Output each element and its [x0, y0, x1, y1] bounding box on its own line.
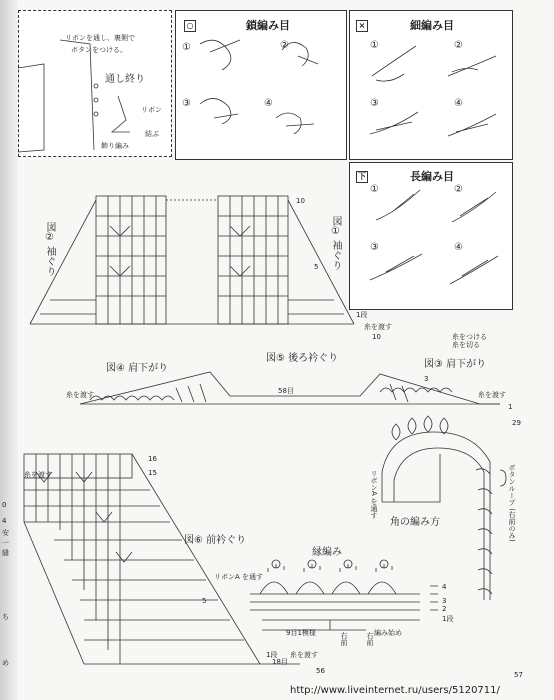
fig4-note: 糸を渡す — [66, 391, 94, 399]
legend-cut: 糸を切る — [452, 341, 480, 349]
fig6-label: 図⑥ 前衿ぐり — [184, 535, 247, 546]
step-3: ③ — [370, 242, 379, 253]
tie-label: 結ぶ — [145, 130, 159, 138]
edging-row-2: 2 — [442, 605, 447, 613]
fig6-mark-18: 18目 — [272, 658, 288, 666]
instruction-line: ボタンをつける。 — [71, 46, 127, 54]
margin-text: 一 — [2, 539, 9, 547]
fig3-mark-3: 3 — [424, 375, 429, 383]
fig6-mark-5: 5 — [202, 597, 207, 605]
page-number: 57 — [514, 671, 523, 679]
fig6-note-2: 糸を渡す — [290, 651, 318, 659]
fig6-mark-row1: 1段 — [266, 651, 278, 659]
fig4-label: 図④ 肩下がり — [106, 363, 169, 374]
edging-label: 飾り編み — [101, 142, 129, 150]
fig3-label: 図③ 肩下がり — [424, 359, 487, 370]
edging-row-1: 1段 — [442, 615, 454, 623]
edging-row-3: 3 — [442, 597, 447, 605]
fig6-mark-16: 16 — [148, 455, 157, 463]
ribbon-label: リボン — [141, 106, 162, 114]
fig1-label: 図① 袖ぐり — [330, 216, 341, 271]
step-3: ③ — [370, 98, 379, 109]
fig1-mark-10b: 10 — [372, 333, 381, 341]
fig6-note-1: 糸を渡す — [24, 471, 52, 479]
threading-end-label: 通し終り — [105, 74, 145, 85]
fig1-note: 糸を渡す — [364, 323, 392, 331]
chain-symbol-icon: ○ — [184, 20, 196, 32]
edging-front-left: 右前 — [340, 632, 348, 646]
corner-label: 角の編み方 — [390, 517, 440, 528]
fig3-mark-1: 1 — [508, 403, 513, 411]
margin-text: め — [2, 659, 9, 667]
single-crochet-heading: 細編み目 — [410, 19, 454, 32]
fig6-mark-56: 56 — [316, 667, 325, 675]
step-4: ④ — [454, 242, 463, 253]
legend-attach: 糸をつける — [452, 333, 487, 341]
step-3: ③ — [182, 98, 191, 109]
fig1-mark-5: 5 — [314, 263, 319, 271]
single-symbol-icon: × — [356, 20, 368, 32]
fig3-note: 糸を渡す — [478, 391, 506, 399]
fig5-mark: 58目 — [278, 387, 294, 395]
fig3-mark-29: 29 — [512, 419, 521, 427]
margin-text: 縫 — [2, 549, 9, 557]
fig5-label: 図⑤ 後ろ衿ぐり — [266, 353, 339, 364]
margin-text: 0 — [2, 501, 7, 509]
treble-crochet-heading: 長編み目 — [410, 170, 454, 183]
source-url[interactable]: http://www.liveinternet.ru/users/5120711/ — [290, 685, 500, 696]
margin-text: 4 — [2, 517, 7, 525]
step-1: ① — [370, 40, 379, 51]
edging-front-right: 右前 — [366, 632, 374, 646]
step-1: ① — [370, 184, 379, 195]
step-1: ① — [182, 42, 191, 53]
step-4: ④ — [454, 98, 463, 109]
margin-text: ち — [2, 613, 9, 621]
edging-start: 編み始め — [374, 629, 402, 637]
edging-row-4: 4 — [442, 583, 447, 591]
fig1-mark-10: 10 — [296, 197, 305, 205]
fig2-label: 図② 袖ぐり — [44, 222, 55, 277]
edging-title: 縁編み — [312, 547, 342, 558]
edging-ribbon: リボンA を通す — [214, 573, 264, 581]
edging-repeat: 9目1模様 — [286, 629, 316, 637]
step-2: ② — [454, 184, 463, 195]
corner-ribbon: リボンA を通す — [370, 470, 378, 520]
step-2: ② — [280, 40, 289, 51]
corner-button: ボタンループ (右前のみ) — [508, 464, 516, 542]
step-2: ② — [454, 40, 463, 51]
margin-text: 安 — [2, 529, 9, 537]
instruction-line: リボンを通し、裏側で — [65, 34, 135, 42]
step-4: ④ — [264, 98, 273, 109]
fig6-mark-15: 15 — [148, 469, 157, 477]
chain-stitch-heading: 鎖編み目 — [246, 19, 290, 32]
fig1-mark-row1: 1段 — [356, 311, 368, 319]
treble-symbol-icon: 下 — [358, 172, 366, 181]
